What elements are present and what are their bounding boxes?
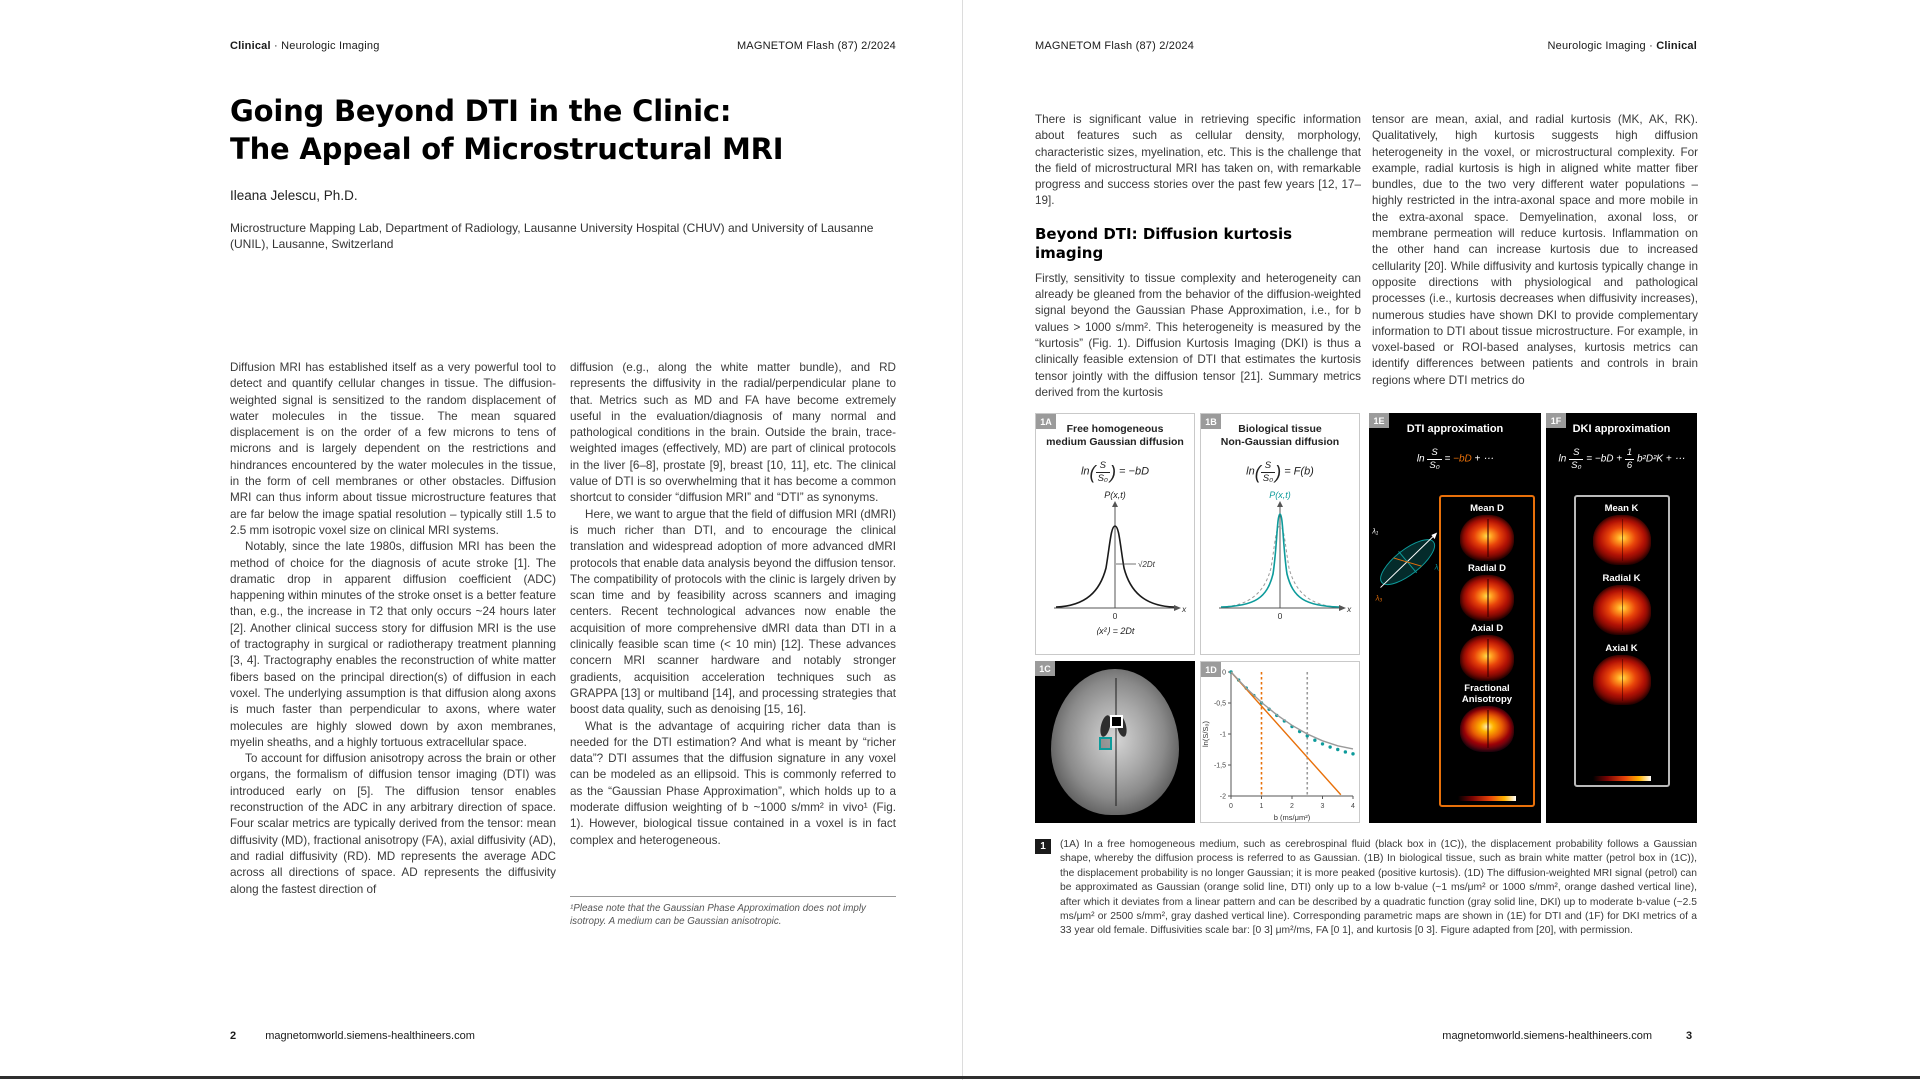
radial-k-brain-map bbox=[1593, 585, 1651, 635]
right-column-2 bbox=[1372, 112, 1698, 389]
right-column-1 bbox=[1035, 112, 1361, 401]
paragraph: Diffusion MRI has established itself as a very powerful tool to detect and quantify cellular changes in tissue. The diffusion-weighted signal is sensitized to the random displacement of water molecules in the tissue. The mean squared displacement is on the order of a few microns to tens of microns and is largely dependent on the restrictions and hindrances encountered by the water molecules in the tissue, in the form of cell membranes or other obstacles. Diffusion MRI can thus inform about tissue microstructure features that are far below the image spatial resolution – typically still 1.5 to 2.5 mm isotropic voxel size on clinical MRI systems. bbox=[230, 361, 556, 537]
diffusion-tensor-ellipsoid-diagram bbox=[1369, 505, 1447, 620]
footer-url: magnetomworld.siemens-healthineers.com bbox=[265, 1030, 475, 1042]
left-header-issue bbox=[230, 40, 896, 52]
svg-text:b (ms/μm²): b (ms/μm²) bbox=[1273, 813, 1311, 822]
paragraph: To account for diffusion anisotropy across the brain or other organs, the formalism of diffusion tensor imaging (DTI) was introduced early on [5]. The diffusion tensor enables reconstruction of the ADC in any arbitrary direction of space. Four scalar metrics are typically derived from the tensor: mean diffusivity (MD), fractional anisotropy (FA), axial diffusivity (AD), and radial diffusivity (RD). MD represents the average ADC across all directions of space. AD represents the diffusivity along the fastest direction of bbox=[230, 752, 556, 896]
figure-panel-1e bbox=[1369, 413, 1541, 823]
panel-1a-formula: ln( $\frac{S}{\text{S₀}}$ ) = −bD bbox=[1080, 460, 1150, 484]
panel-1e-formula: ln $\frac{S}{\text{S₀}}$ = −bD + ⋯ bbox=[1416, 447, 1494, 471]
paragraph: tensor are mean, axial, and radial kurtosis (MK, AK, RK). Qualitatively, high kurtosis suggests high diffusion heterogeneity in the voxel, or microstructural complexity. For example, radial kurtosis is high in aligned white matter fiber bundles, due to the two very different water populations – highly restricted in the intra-axonal space and more mobile in the extra-axonal space. Demyelination, axonal loss, or membrane permeation will reduce kurtosis. Inflammation on the other hand can increase kurtosis due to increased cellularity [20]. While diffusivity and kurtosis typically change in opposite directions with physiological and pathological processes (i.e., kurtosis decreases when diffusivity increases), numerous studies have shown DKI to provide complementary information to DTI about tissue microstructure. For example, in voxel-based or ROI-based analyses, kurtosis metrics can identify differences between patients and controls in brain regions where DTI metrics do bbox=[1372, 113, 1698, 387]
paragraph: What is the advantage of acquiring richer data than is needed for the DTI estimation? And what is meant by “richer data”? DTI assumes that the diffusion signature in any voxel can be modeled as an ellipsoid. This is commonly referred to as the “Gaussian Phase Approximation”, which holds up to a moderate diffusion weighting of b ~1000 s/mm² in vivo¹ (Fig. 1). However, biological tissue contained in a voxel is in fact complex and heterogeneous. bbox=[570, 719, 896, 847]
issue-label: MAGNETOM Flash (87) 2/2024 bbox=[1035, 40, 1195, 52]
article-title-line1: Going Beyond DTI in the Clinic: bbox=[230, 94, 732, 128]
map-label-axial-d: Axial D bbox=[1470, 623, 1504, 634]
svg-text:0: 0 bbox=[1222, 669, 1226, 677]
figure-number-badge: 1 bbox=[1035, 839, 1051, 854]
map-label-mean-d: Mean D bbox=[1470, 503, 1504, 514]
figure-panel-1f bbox=[1546, 413, 1697, 823]
x-zero-label: 0 bbox=[1277, 610, 1283, 621]
x-axis-label: x bbox=[1347, 603, 1352, 614]
issue-label: MAGNETOM Flash (87) 2/2024 bbox=[736, 40, 896, 52]
figure-panel-1c bbox=[1035, 661, 1195, 823]
author-affiliation: Microstructure Mapping Lab, Department of Radiology, Lausanne University Hospital (CHUV) and University of Lausanne (UNIL), Lausanne, Switzerland bbox=[230, 221, 874, 251]
panel-1e-title: DTI approximation bbox=[1406, 423, 1504, 435]
lambda2-label: λ₂ bbox=[1434, 562, 1442, 572]
gaussian-distribution-plot bbox=[1040, 486, 1190, 638]
header-section-rest: Neurologic Imaging bbox=[281, 40, 380, 52]
article-title-line2: The Appeal of Microstructural MRI bbox=[230, 132, 784, 166]
page-number: 2 bbox=[230, 1030, 237, 1042]
panel-1f-title: DKI approximation bbox=[1572, 423, 1671, 435]
footer-url: magnetomworld.siemens-healthineers.com bbox=[1442, 1030, 1652, 1042]
paragraph: Notably, since the late 1980s, diffusion MRI has been the method of choice for the diagnosis of acute stroke [1]. The dramatic drop in apparent diffusion coefficient (ADC) happening within minutes of the stroke onset is a better feature than, e.g., the increase in T2 that only occurs ~24 hours later [2]. Another clinical success story for diffusion MRI is the use of tractography in surgical or radiotherapy treatment planning [3, 4]. Tractography enables the reconstruction of white matter fibers based on the principal direction(s) of diffusion in each voxel. The underlying assumption is that diffusion along axons is much faster than perpendicular to axons, where water molecules are highly slowed down by axon membranes, myelin sheaths, and a highly tortuous extracellular space. bbox=[230, 540, 556, 749]
section-heading: Beyond DTI: Diffusion kurtosis imaging bbox=[1035, 224, 1293, 262]
paragraph: There is significant value in retrieving specific information about features such as cellular density, morphology, characteristic sizes, myelination, etc. This is the challenge that the field of microstructural MRI has taken on, with remarkable progress and success stories over the past few years [12, 17–19]. bbox=[1035, 113, 1361, 208]
paragraph: Firstly, sensitivity to tissue complexity and heterogeneity can already be gleaned from the behavior of the diffusion-weighted signal beyond the Gaussian Phase Approximation, i.e., for b values > 1000 s/mm². This heterogeneity is measured by the “kurtosis” (Fig. 1). Diffusion Kurtosis Imaging (DKI) is thus a clinically feasible extension of DTI that estimates the kurtosis tensor jointly with the diffusion tensor [21]. Summary metrics derived from the kurtosis bbox=[1035, 271, 1361, 399]
bottom-edge-rule bbox=[0, 1076, 1920, 1079]
sigma-label: √2Dt bbox=[1138, 559, 1155, 569]
figure-panel-1b bbox=[1200, 413, 1360, 655]
header-separator: · bbox=[1649, 40, 1653, 52]
panel-tag-1f: 1F bbox=[1546, 413, 1566, 428]
panel-tag-1d: 1D bbox=[1201, 662, 1221, 677]
svg-text:-1: -1 bbox=[1219, 731, 1226, 739]
author-name: Ileana Jelescu, Ph.D. bbox=[230, 188, 358, 203]
map-label-radial-d: Radial D bbox=[1467, 563, 1506, 574]
lambda3-label: λ₃ bbox=[1375, 593, 1383, 603]
midline bbox=[1115, 678, 1117, 806]
distribution-label: P(x,t) bbox=[1269, 489, 1291, 500]
figure-caption bbox=[1035, 838, 1697, 939]
signal-vs-bvalue-chart bbox=[1201, 662, 1361, 824]
svg-text:-2: -2 bbox=[1219, 793, 1226, 801]
msd-label: ⟨x²⟩ = 2Dt bbox=[1095, 625, 1135, 636]
svg-text:1: 1 bbox=[1259, 803, 1264, 810]
x-zero-label: 0 bbox=[1112, 610, 1118, 621]
map-label-radial-k: Radial K bbox=[1602, 573, 1641, 584]
csf-roi-black-box bbox=[1110, 715, 1123, 728]
svg-text:ln(S/S₀): ln(S/S₀) bbox=[1201, 720, 1210, 748]
axial-k-brain-map bbox=[1593, 655, 1651, 705]
svg-text:0: 0 bbox=[1229, 803, 1233, 810]
figure-panel-1a bbox=[1035, 413, 1195, 655]
left-column-2 bbox=[570, 360, 896, 849]
header-section-rest: Neurologic Imaging bbox=[1547, 40, 1646, 52]
svg-text:4: 4 bbox=[1351, 803, 1355, 810]
panel-tag-1c: 1C bbox=[1035, 661, 1055, 676]
right-header-section bbox=[1035, 40, 1697, 52]
panel-tag-1e: 1E bbox=[1369, 413, 1389, 428]
panel-1b-title: Biological tissue Non-Gaussian diffusion bbox=[1220, 423, 1340, 448]
svg-text:-1,5: -1,5 bbox=[1213, 762, 1226, 770]
svg-text:-0,5: -0,5 bbox=[1213, 700, 1226, 708]
footnote: ¹Please note that the Gaussian Phase Approximation does not imply isotropy. A medium can be Gaussian anisotropic. bbox=[570, 896, 896, 928]
right-footer-number: 3 bbox=[1686, 1030, 1693, 1042]
fractional-anisotropy-brain-map bbox=[1460, 706, 1514, 752]
axial-d-brain-map bbox=[1460, 635, 1514, 681]
white-matter-roi-petrol-box bbox=[1099, 737, 1112, 750]
dki-parametric-maps bbox=[1574, 495, 1670, 787]
paragraph: diffusion (e.g., along the white matter bundle), and RD represents the diffusivity in the radial/perpendicular plane to that. Metrics such as MD and FA have become extremely useful in the evaluation/diagnosis of many normal and pathological conditions in the brain. Outside the brain, trace-weighted images (effectively, MD) are part of clinical protocols in the liver [6–8], prostate [9], breast [10, 11], etc. The clinical value of DTI is so overwhelming that it has become a common shortcut to consider “diffusion MRI” and “DTI” as synonyms. bbox=[570, 361, 896, 505]
header-separator: · bbox=[274, 40, 278, 52]
panel-1b-formula: ln( $\frac{S}{\text{S₀}}$ ) = F(b) bbox=[1246, 460, 1314, 484]
mean-d-brain-map bbox=[1460, 515, 1514, 561]
left-column-1 bbox=[230, 360, 556, 898]
svg-text:3: 3 bbox=[1320, 803, 1325, 810]
article-title bbox=[230, 92, 783, 168]
panel-tag-1b: 1B bbox=[1201, 414, 1221, 429]
figure-1 bbox=[1035, 413, 1697, 823]
header-section-bold: Clinical bbox=[230, 40, 271, 52]
mean-k-brain-map bbox=[1593, 515, 1651, 565]
panel-tag-1a: 1A bbox=[1036, 414, 1056, 429]
lambda1-label: λ₁ bbox=[1372, 526, 1379, 536]
right-footer-url bbox=[1372, 1030, 1652, 1042]
figure-panel-1d bbox=[1200, 661, 1360, 823]
page-fold-divider bbox=[962, 0, 963, 1080]
diffusivity-color-scalebar bbox=[1458, 796, 1516, 801]
panel-1f-formula: ln $\frac{S}{\text{S₀}}$ = −bD + $\frac{1}{6}$ b²D²K + ⋯ bbox=[1558, 447, 1685, 471]
kurtosis-color-scalebar bbox=[1593, 776, 1651, 781]
left-footer bbox=[230, 1030, 475, 1042]
non-gaussian-distribution-plot bbox=[1205, 486, 1355, 638]
paragraph: Here, we want to argue that the field of diffusion MRI (dMRI) is much richer than DTI, and to encourage the clinical translation and widespread adoption of more advanced dMRI protocols that enable data analysis beyond the diffusion tensor. The compatibility of protocols with the clinic is largely driven by scan time and by feasibility across scanners and imaging centers. Recent technological advances now enable the acquisition of more comprehensive dMRI data than DTI in a clinically feasible scan time (< 10 min) [12]. These advances concern MRI scanner hardware and notably stronger gradients, acquisition acceleration techniques such as GRAPPA [13] or multiband [14], and processing strategies that boost data quality, such as denoising [15, 16]. bbox=[570, 507, 896, 717]
x-axis-label: x bbox=[1182, 603, 1187, 614]
radial-d-brain-map bbox=[1460, 575, 1514, 621]
panel-1a-title: Free homogeneous medium Gaussian diffusion bbox=[1046, 423, 1184, 448]
dti-parametric-maps bbox=[1439, 495, 1535, 807]
distribution-label: P(x,t) bbox=[1104, 489, 1126, 500]
figure-caption-text: (1A) In a free homogeneous medium, such as cerebrospinal fluid (black box in (1C)), the displacement probability follows a Gaussian shape, whereby the diffusion process is referred to as Gaussian. (1B) In biological tissue, such as brain white matter (petrol box in (1C)), the displacement probability is no longer Gaussian; it is more peaked (positive kurtosis). (1D) The diffusion-weighted MRI signal (petrol) can be approximated as Gaussian (orange solid line, DTI) only up to a low b-value (~1 ms/μm² or 1000 s/mm², orange dashed vertical line), after which it deviates from a linear pattern and can be described by a quadratic function (gray solid line, DKI) up to moderate b-value (~2.5 ms/μm² or 2500 s/mm², gray dashed vertical line). Corresponding parametric maps are shown in (1E) for DTI and (1F) for DKI metrics of a 33 year old female. Diffusivities scale bar: [0 3] μm²/ms, FA [0 1], and kurtosis [0 3]. Figure adapted from [20], with permission. bbox=[1060, 839, 1697, 937]
header-section-bold: Clinical bbox=[1656, 40, 1697, 52]
map-label-mean-k: Mean K bbox=[1604, 503, 1639, 514]
axial-brain-mri-image bbox=[1051, 669, 1179, 815]
map-label-fa: Fractional Anisotropy bbox=[1461, 683, 1513, 705]
svg-text:2: 2 bbox=[1290, 803, 1294, 810]
map-label-axial-k: Axial K bbox=[1605, 643, 1638, 654]
